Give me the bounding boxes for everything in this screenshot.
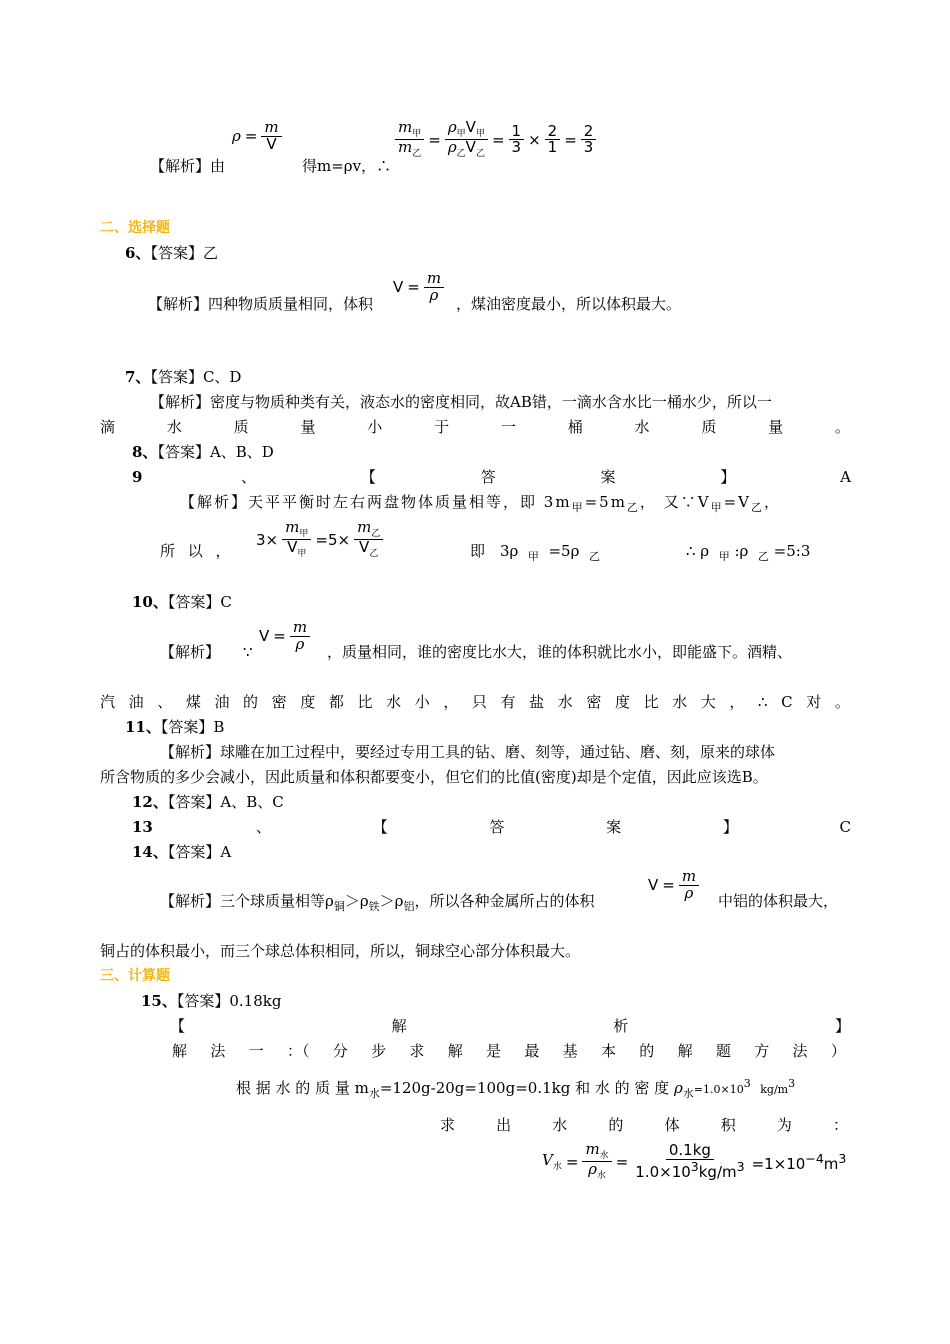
q7-answer-line — [125, 367, 241, 387]
sub-tong: 铜 — [333, 900, 345, 913]
sub-jia: 甲 — [299, 529, 309, 539]
rho-symbol: ρ — [447, 118, 457, 136]
char: 水 — [634, 418, 650, 436]
exponent: 3 — [788, 1077, 796, 1090]
char: 【 — [170, 1017, 186, 1035]
char: 密 — [586, 693, 602, 711]
char: ， — [729, 693, 745, 711]
char: 法 — [792, 1042, 808, 1060]
equals-sign: = — [244, 127, 258, 146]
char: 体 — [664, 1116, 680, 1134]
m-symbol: m — [398, 118, 413, 136]
q7-jiexi: 【解析】密度与物质种类有关，液态水的密度相同，故AB错，一滴水含水比一桶水少，所以一 — [150, 393, 772, 411]
q14-jiexi-c: 中铝的体积最大， — [718, 892, 839, 910]
q8-number: 8、 — [132, 443, 158, 461]
sub-yi: 乙 — [371, 529, 381, 539]
char: 一 — [248, 1042, 264, 1060]
char: 水 — [672, 693, 688, 711]
sub-jia: 甲 — [412, 129, 422, 139]
q10-jiexi-continued — [100, 692, 850, 712]
sub-jia: 甲 — [475, 129, 485, 139]
char: 汽 — [100, 693, 116, 711]
char: 】 — [834, 1017, 850, 1035]
q15-jiexi-row — [170, 1016, 850, 1036]
fraction-values — [632, 1143, 747, 1181]
q12-answer-line — [132, 792, 284, 812]
fraction-m-water-rho-water — [582, 1142, 611, 1182]
formula-volume-q6 — [393, 271, 444, 304]
sub-tie: 铁 — [368, 900, 380, 913]
q6-jiexi-a: 【解析】四种物质质量相同，体积 — [148, 295, 374, 313]
char: 是 — [486, 1042, 502, 1060]
char: 基 — [562, 1042, 578, 1060]
text: =5ρ — [548, 542, 580, 560]
q10-because: ∵ — [243, 643, 253, 661]
char: 比 — [643, 693, 659, 711]
char: 为 — [776, 1116, 792, 1134]
q9-suoyi: 所 以 ， — [160, 542, 235, 560]
char: 小 — [414, 693, 430, 711]
sub-shui: 水 — [599, 1151, 609, 1161]
char: 求 — [409, 1042, 425, 1060]
denominator: 1 — [547, 138, 558, 157]
q14-jiexi-continued: 铜占的体积最小，而三个球总体积相同，所以，铜球空心部分体积最大。 — [100, 942, 581, 960]
sub-shui: 水 — [552, 1162, 562, 1173]
char: 都 — [328, 693, 344, 711]
char: 煤 — [185, 693, 201, 711]
denominator: 3 — [583, 138, 594, 157]
q6-number: 6、 — [125, 244, 151, 262]
numerator: m — [424, 271, 444, 288]
coefficient: =5× — [315, 530, 351, 549]
fraction-two-thirds — [581, 121, 597, 157]
q11-answer: 【答案】B — [160, 718, 225, 736]
sub-shui: 水 — [368, 1087, 380, 1100]
v-symbol: V — [542, 1151, 553, 1170]
char: 、 — [157, 693, 173, 711]
m-symbol: m — [357, 518, 372, 536]
v-symbol: V — [648, 876, 659, 895]
char: 【 — [360, 468, 376, 486]
exponent: 3 — [736, 1158, 745, 1174]
q8-answer-line — [132, 442, 274, 462]
fraction-m-jia-v-jia — [282, 520, 311, 560]
equals-sign: = — [615, 1152, 629, 1171]
text: 1.0×10 — [635, 1162, 691, 1181]
char: 度 — [614, 693, 630, 711]
q11-jiexi: 【解析】球雕在加工过程中，要经过专用工具的钻、磨、刻等，通过钻、磨、刻，原来的球体 — [160, 743, 776, 761]
text: ，所以各种金属所占的体积 — [414, 892, 595, 910]
char: 只 — [471, 693, 487, 711]
unit: kg/m — [760, 1083, 789, 1096]
fraction-one-third — [509, 121, 525, 157]
char: 的 — [608, 1116, 624, 1134]
q15-answer: 【答案】0.18kg — [176, 992, 282, 1010]
numerator: 2 — [545, 124, 561, 141]
denominator: ρ — [684, 883, 694, 902]
numerator: m — [679, 869, 699, 886]
q6-answer-line — [125, 243, 218, 263]
exponent: 3 — [690, 1158, 699, 1174]
denominator: ρ — [429, 285, 439, 304]
equals-sign: = — [662, 876, 675, 895]
sub-jia: 甲 — [456, 129, 466, 139]
char: 】 — [720, 468, 736, 486]
q15-method-row — [172, 1041, 846, 1061]
exponent: −4 — [805, 1150, 824, 1166]
equals-sign: = — [564, 130, 577, 149]
text: 3ρ — [500, 542, 519, 560]
q15-mass-line — [236, 1074, 795, 1104]
sub-yi: 乙 — [757, 550, 769, 563]
q9-result — [686, 541, 810, 567]
q15-answer-line — [141, 991, 281, 1011]
char: 分 — [332, 1042, 348, 1060]
char: ∴ — [758, 693, 768, 711]
q6-answer: 【答案】乙 — [150, 244, 218, 262]
sub-jia: 甲 — [527, 550, 539, 563]
q7-answer: 【答案】C、D — [150, 368, 242, 386]
rho-symbol: ρ — [232, 127, 241, 146]
formula-volume-q10 — [259, 620, 310, 653]
char: 析 — [613, 1017, 629, 1035]
times-sign: × — [528, 130, 541, 149]
char: 。 — [834, 693, 850, 711]
char: C — [781, 693, 793, 711]
char: 解 — [391, 1017, 407, 1035]
char: 质 — [233, 418, 249, 436]
numerator: m — [290, 620, 310, 637]
char: 桶 — [567, 418, 583, 436]
sub-yi: 乙 — [456, 149, 466, 160]
text: ， — [639, 493, 657, 511]
q14-answer: 【答案】A — [167, 843, 232, 861]
section-title-calculation: 三、计算题 — [100, 968, 170, 984]
char: 案 — [600, 468, 616, 486]
char: 对 — [806, 693, 822, 711]
sub-jia: 甲 — [571, 501, 585, 514]
equals-sign: = — [407, 278, 420, 297]
sub-jia: 甲 — [718, 550, 730, 563]
exponent: 3 — [838, 1150, 847, 1166]
fraction-m-over-rho — [424, 271, 444, 304]
q15-number: 15、 — [141, 992, 177, 1010]
q9-answer-row — [241, 467, 851, 487]
char: 于 — [434, 418, 450, 436]
q10-answer-line — [132, 592, 232, 612]
char: 本 — [600, 1042, 616, 1060]
char: 步 — [371, 1042, 387, 1060]
fraction-m-over-rho — [290, 620, 310, 653]
denominator: 3 — [511, 138, 522, 157]
sub-shui: 水 — [596, 1171, 606, 1182]
char: ） — [830, 1042, 846, 1060]
numerator: 0.1kg — [666, 1143, 714, 1160]
char: 盐 — [529, 693, 545, 711]
fraction-two-one — [545, 121, 561, 157]
text: ＞ρ — [344, 892, 369, 910]
text: =1.0×10 — [693, 1083, 744, 1096]
sub-yi: 乙 — [412, 149, 422, 160]
text: 【解析】天平平衡时左右两盘物体质量相等，即 — [180, 493, 538, 511]
char: 一 — [500, 418, 516, 436]
char: 方 — [754, 1042, 770, 1060]
char: 小 — [367, 418, 383, 436]
char: 滴 — [100, 418, 116, 436]
char: 质 — [701, 418, 717, 436]
char: 的 — [639, 1042, 655, 1060]
rho-symbol: ρ — [447, 138, 457, 157]
fraction-mass — [395, 120, 424, 160]
unit: kg/m — [698, 1162, 737, 1181]
sub-lv: 铝 — [403, 900, 415, 913]
char: 、 — [256, 818, 272, 836]
q12-answer: 【答案】A、B、C — [167, 793, 284, 811]
char: 密 — [271, 693, 287, 711]
char: 水 — [166, 418, 182, 436]
q13-answer-row — [256, 817, 851, 837]
char: 法 — [210, 1042, 226, 1060]
text: 【解析】三个球质量相等ρ — [160, 892, 334, 910]
v-symbol: V — [259, 627, 270, 646]
text: =1×10 — [751, 1154, 806, 1173]
char: 答 — [480, 468, 496, 486]
q15-find-row — [440, 1115, 848, 1135]
numerator: 2 — [581, 124, 597, 141]
char: 度 — [300, 693, 316, 711]
q10-jiexi-a: 【解析】 — [160, 643, 221, 661]
v-symbol: V — [465, 118, 476, 136]
q13-number: 13 — [132, 818, 153, 836]
sub-jia: 甲 — [710, 501, 724, 514]
char: C — [839, 818, 851, 836]
char: 出 — [496, 1116, 512, 1134]
exponent: 3 — [743, 1077, 751, 1090]
char: 的 — [243, 693, 259, 711]
q14-jiexi-a — [160, 891, 595, 917]
sub-yi: 乙 — [369, 549, 379, 560]
char: 题 — [715, 1042, 731, 1060]
q8-answer: 【答案】A、B、D — [157, 443, 274, 461]
rho-symbol: ρ — [588, 1160, 597, 1179]
char: 水 — [557, 693, 573, 711]
char: 【 — [372, 818, 388, 836]
q5-derived-text: 得m=ρv，∴ — [302, 157, 392, 175]
text: 又∵V — [663, 493, 711, 511]
char: 水 — [386, 693, 402, 711]
char: A — [840, 468, 851, 486]
equals-sign: = — [428, 130, 441, 149]
section-title-choice: 二、选择题 — [100, 220, 170, 236]
equals-sign: = — [491, 130, 505, 149]
char: 积 — [720, 1116, 736, 1134]
q9-jiexi — [180, 492, 781, 518]
char: 水 — [552, 1116, 568, 1134]
fraction-rho-v — [445, 120, 488, 160]
q11-answer-line — [125, 717, 224, 737]
char: 解 — [677, 1042, 693, 1060]
equals-sign: = — [565, 1152, 579, 1171]
denominator: V — [266, 134, 277, 153]
q10-jiexi-b: ，质量相同，谁的密度比水大，谁的体积就比水小，即能盛下。酒精、 — [327, 643, 793, 661]
text: ∴ ρ — [686, 542, 710, 560]
v-symbol: V — [359, 538, 370, 557]
char: ： — [832, 1116, 848, 1134]
text: =5:3 — [773, 542, 811, 560]
m-symbol: m — [285, 518, 300, 536]
char: 量 — [768, 418, 784, 436]
coefficient: 3× — [256, 530, 279, 549]
formula-water-volume — [542, 1142, 846, 1182]
char: 答 — [489, 818, 505, 836]
denominator: ρ — [295, 634, 305, 653]
text: ， — [763, 493, 781, 511]
sub-shui: 水 — [682, 1087, 694, 1100]
fraction-m-yi-v-yi — [354, 520, 383, 560]
text: :ρ — [734, 542, 749, 560]
q12-number: 12、 — [132, 793, 168, 811]
equals-sign: = — [273, 627, 286, 646]
v-symbol: V — [465, 138, 476, 157]
formula-q9-balance — [256, 520, 383, 560]
sub-jia: 甲 — [297, 549, 307, 560]
numerator: m — [261, 120, 281, 137]
text: ＞ρ — [379, 892, 404, 910]
char: 大 — [700, 693, 716, 711]
text: =120g-20g=100g=0.1kg 和 水 的 密 度 — [379, 1079, 670, 1097]
q7-number: 7、 — [125, 368, 151, 386]
sub-yi: 乙 — [626, 501, 640, 514]
q6-jiexi-b: ，煤油密度最小，所以体积最大。 — [456, 295, 682, 313]
q9-eq-rho — [500, 541, 600, 567]
text: =5m — [584, 493, 627, 511]
char: 案 — [606, 818, 622, 836]
v-symbol: V — [393, 278, 404, 297]
char: 油 — [128, 693, 144, 711]
char: 有 — [500, 693, 516, 711]
sub-yi: 乙 — [588, 550, 600, 563]
rho-symbol: ρ — [673, 1079, 683, 1097]
text: 根 据 水 的 质 量 m — [236, 1079, 369, 1097]
char: 、 — [241, 468, 257, 486]
sub-yi: 乙 — [750, 501, 764, 514]
char: ：（ — [286, 1042, 310, 1060]
q9-number: 9 — [132, 468, 143, 486]
formula-volume-q14 — [648, 869, 699, 902]
char: 解 — [447, 1042, 463, 1060]
q10-number: 10、 — [132, 593, 168, 611]
formula-density — [232, 120, 282, 153]
q11-jiexi-continued: 所含物质的多少会减小，因此质量和体积都要变小，但它们的比值(密度)却是个定值，因此应该选B。 — [100, 768, 768, 786]
q9-ji: 即 — [470, 542, 486, 560]
q11-number: 11、 — [125, 718, 161, 736]
sub-yi: 乙 — [475, 149, 485, 160]
m-symbol: m — [398, 138, 413, 157]
char: 比 — [357, 693, 373, 711]
fraction-m-over-rho — [679, 869, 699, 902]
char: 】 — [722, 818, 738, 836]
text: 3m — [543, 493, 572, 511]
char: 求 — [440, 1116, 456, 1134]
m-symbol: m — [585, 1140, 600, 1158]
q7-jiexi-continued — [100, 417, 850, 437]
q10-answer: 【答案】C — [167, 593, 232, 611]
char: 量 — [300, 418, 316, 436]
char: 油 — [214, 693, 230, 711]
fraction-m-over-v — [261, 120, 281, 153]
q5-jiexi-label: 【解析】由 — [150, 157, 226, 175]
numerator: 1 — [509, 124, 525, 141]
q14-answer-line — [132, 842, 231, 862]
char: 。 — [834, 418, 850, 436]
formula-mass-ratio — [395, 120, 596, 160]
q14-number: 14、 — [132, 843, 168, 861]
unit: m — [823, 1154, 839, 1173]
v-symbol: V — [287, 538, 298, 557]
char: 最 — [524, 1042, 540, 1060]
char: 解 — [172, 1042, 188, 1060]
char: ， — [443, 693, 459, 711]
text: =V — [723, 493, 751, 511]
